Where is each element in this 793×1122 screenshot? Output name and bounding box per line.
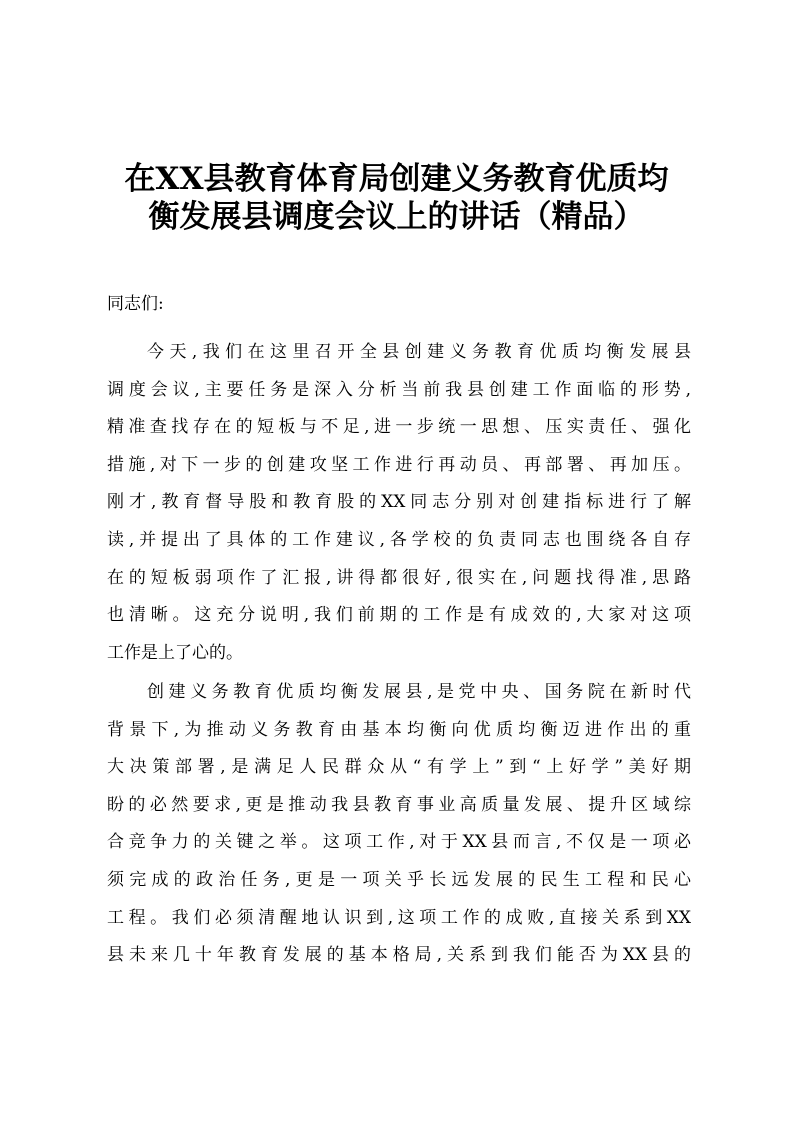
text-line: 今天,我们在这里召开全县创建义务教育优质均衡发展县 — [147, 342, 691, 362]
document-title-line-1: 在XX县教育体育局创建义务教育优质均 — [124, 161, 669, 197]
text-line: 也清晰。这充分说明,我们前期的工作是有成效的,大家对这项 — [107, 605, 691, 626]
text-line: 大决策部署,是满足人民群众从“有学上”到“上好学”美好期 — [107, 757, 691, 778]
text-line: 盼的必然要求,更是推动我县教育事业高质量发展、提升区域综 — [107, 794, 691, 815]
salutation: 同志们: — [107, 294, 164, 314]
text-line: 创建义务教育优质均衡发展县,是党中央、国务院在新时代 — [147, 682, 691, 702]
text-line: 县未来几十年教育发展的基本格局,关系到我们能否为XX县的 — [107, 945, 691, 966]
text-line: 精准查找存在的短板与不足,进一步统一思想、压实责任、强化 — [107, 417, 691, 438]
text-line: 措施,对下一步的创建攻坚工作进行再动员、再部署、再加压。 — [107, 454, 691, 475]
text-line: 调度会议,主要任务是深入分析当前我县创建工作面临的形势, — [107, 379, 691, 400]
paragraph-2 — [107, 674, 691, 975]
text-line: 读,并提出了具体的工作建议,各学校的负责同志也围绕各自存 — [107, 529, 691, 550]
text-line: 工程。我们必须清醒地认识到,这项工作的成败,直接关系到XX — [107, 907, 691, 928]
text-line: 须完成的政治任务,更是一项关乎长远发展的民生工程和民心 — [107, 869, 691, 890]
document-title-line-2: 衡发展县调度会议上的讲话（精品） — [148, 199, 645, 235]
text-line: 合竞争力的关键之举。这项工作,对于XX县而言,不仅是一项必 — [107, 832, 691, 853]
paragraph-1 — [107, 334, 691, 672]
text-line: 工作是上了心的。 — [107, 642, 243, 663]
text-line: 背景下,为推动义务教育由基本均衡向优质均衡迈进作出的重 — [107, 719, 691, 740]
text-line: 刚才,教育督导股和教育股的XX同志分别对创建指标进行了解 — [107, 492, 691, 513]
text-line: 在的短板弱项作了汇报,讲得都很好,很实在,问题找得准,思路 — [107, 567, 691, 588]
